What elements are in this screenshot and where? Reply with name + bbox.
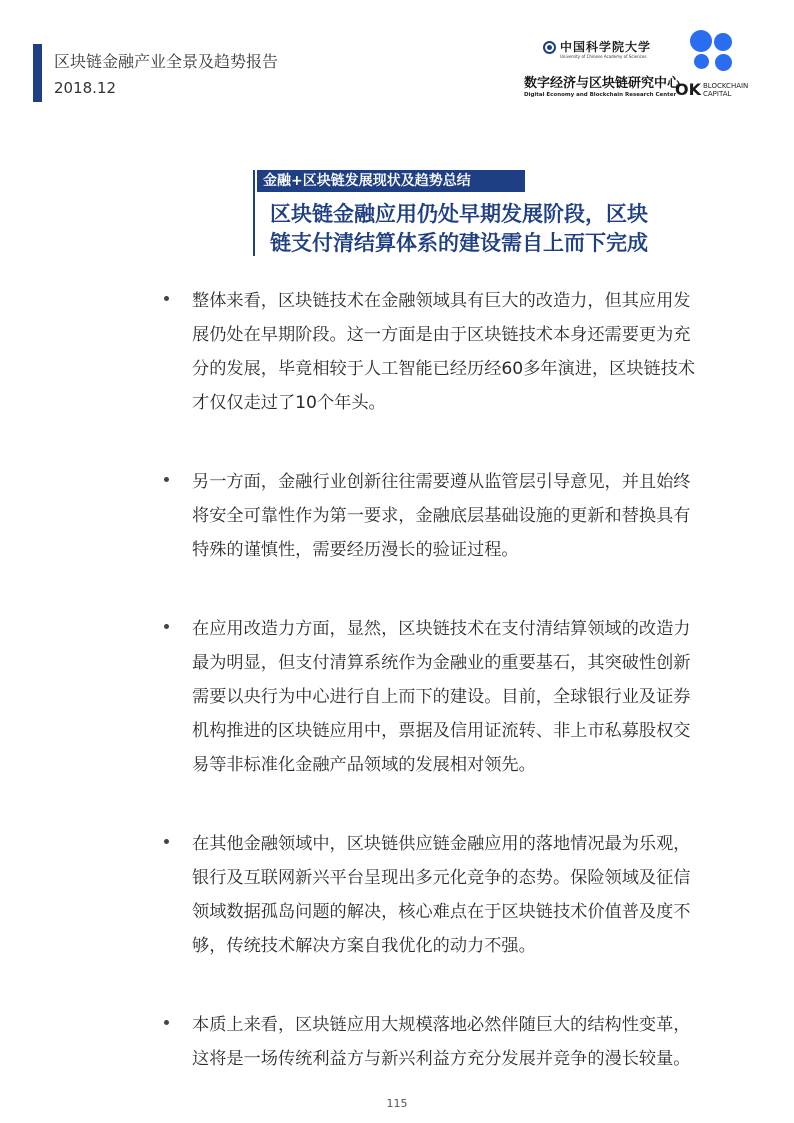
bullet-line: 最为明显，但支付清算系统作为金融业的重要基石，其突破性创新: [192, 653, 691, 673]
headline-line: 区块链金融应用仍处早期发展阶段，区块: [270, 202, 648, 226]
cas-seal-icon: [543, 41, 556, 54]
bullet-item: [160, 827, 760, 963]
bullet-line: 机构推进的区块链应用中，票据及信用证流转、非上市私募股权交: [192, 721, 691, 741]
bullet-line: 展仍处在早期阶段。这一方面是由于区块链技术本身还需要更为充: [192, 325, 691, 345]
bullet-line: 这将是一场传统利益方与新兴利益方充分发展并竞争的漫长较量。: [192, 1049, 691, 1069]
section-headline: [270, 200, 648, 258]
bullet-list: [160, 284, 760, 1121]
section-rule: [253, 170, 255, 256]
bullet-dot-icon: [164, 296, 169, 301]
bullet-dot-icon: [164, 839, 169, 844]
cas-logo-name: 中国科学院大学: [560, 40, 652, 54]
bullet-line: 易等非标准化金融产品领域的发展相对领先。: [192, 755, 536, 775]
bullet-line: 银行及互联网新兴平台呈现出多元化竞争的态势。保险领域及征信: [192, 868, 691, 888]
bullet-item: [160, 1008, 760, 1076]
report-date: 2018.12: [54, 79, 117, 97]
ok-logo-subtitle: [703, 82, 748, 98]
bullet-line: 在其他金融领域中，区块链供应链金融应用的落地情况最为乐观，: [192, 834, 691, 854]
section-tag: 金融+区块链发展现状及趋势总结: [257, 170, 525, 192]
bullet-line: 另一方面，金融行业创新往往需要遵从监管层引导意见，并且始终: [192, 472, 691, 492]
header-accent-bar: [33, 44, 42, 102]
ok-logo-subtitle-line: BLOCKCHAIN: [703, 82, 749, 90]
ok-logo-subtitle-line: CAPITAL: [703, 90, 732, 98]
bullet-line: 领域数据孤岛问题的解决，核心难点在于区块链技术价值普及度不: [192, 902, 691, 922]
bullet-line: 够，传统技术解决方案自我优化的动力不强。: [192, 936, 536, 956]
bullet-line: 整体来看，区块链技术在金融领域具有巨大的改造力，但其应用发: [192, 291, 691, 311]
bullet-dot-icon: [164, 1020, 169, 1025]
bullet-line: 将安全可靠性作为第一要求，金融底层基础设施的更新和替换具有: [192, 506, 691, 526]
research-center-english: Digital Economy and Blockchain Research Center: [524, 92, 677, 98]
bullet-dot-icon: [164, 477, 169, 482]
bullet-line: 特殊的谨慎性，需要经历漫长的验证过程。: [192, 540, 519, 560]
bullet-item: [160, 284, 760, 420]
bullet-line: 才仅仅走过了10个年头。: [192, 393, 386, 413]
headline-line: 链支付清结算体系的建设需自上而下完成: [270, 231, 648, 255]
bullet-item: [160, 612, 760, 782]
research-center-name: 数字经济与区块链研究中心: [524, 76, 681, 91]
bullet-line: 本质上来看，区块链应用大规模落地必然伴随巨大的结构性变革，: [192, 1015, 691, 1035]
bullet-line: 分的发展，毕竟相较于人工智能已经历经60多年演进，区块链技术: [192, 359, 696, 379]
report-title: 区块链金融产业全景及趋势报告: [54, 52, 279, 71]
bullet-line: 在应用改造力方面，显然，区块链技术在支付清结算领域的改造力: [192, 619, 691, 639]
bullet-dot-icon: [164, 624, 169, 629]
cas-logo-english: University of Chinese Academy of Sciences: [560, 54, 647, 59]
bullet-item: [160, 465, 760, 567]
page-number: 115: [386, 1097, 408, 1110]
ok-logo-text: OK: [675, 80, 701, 99]
ok-circles-icon: [688, 30, 736, 74]
bullet-line: 需要以央行为中心进行自上而下的建设。目前，全球银行业及证券: [192, 687, 691, 707]
